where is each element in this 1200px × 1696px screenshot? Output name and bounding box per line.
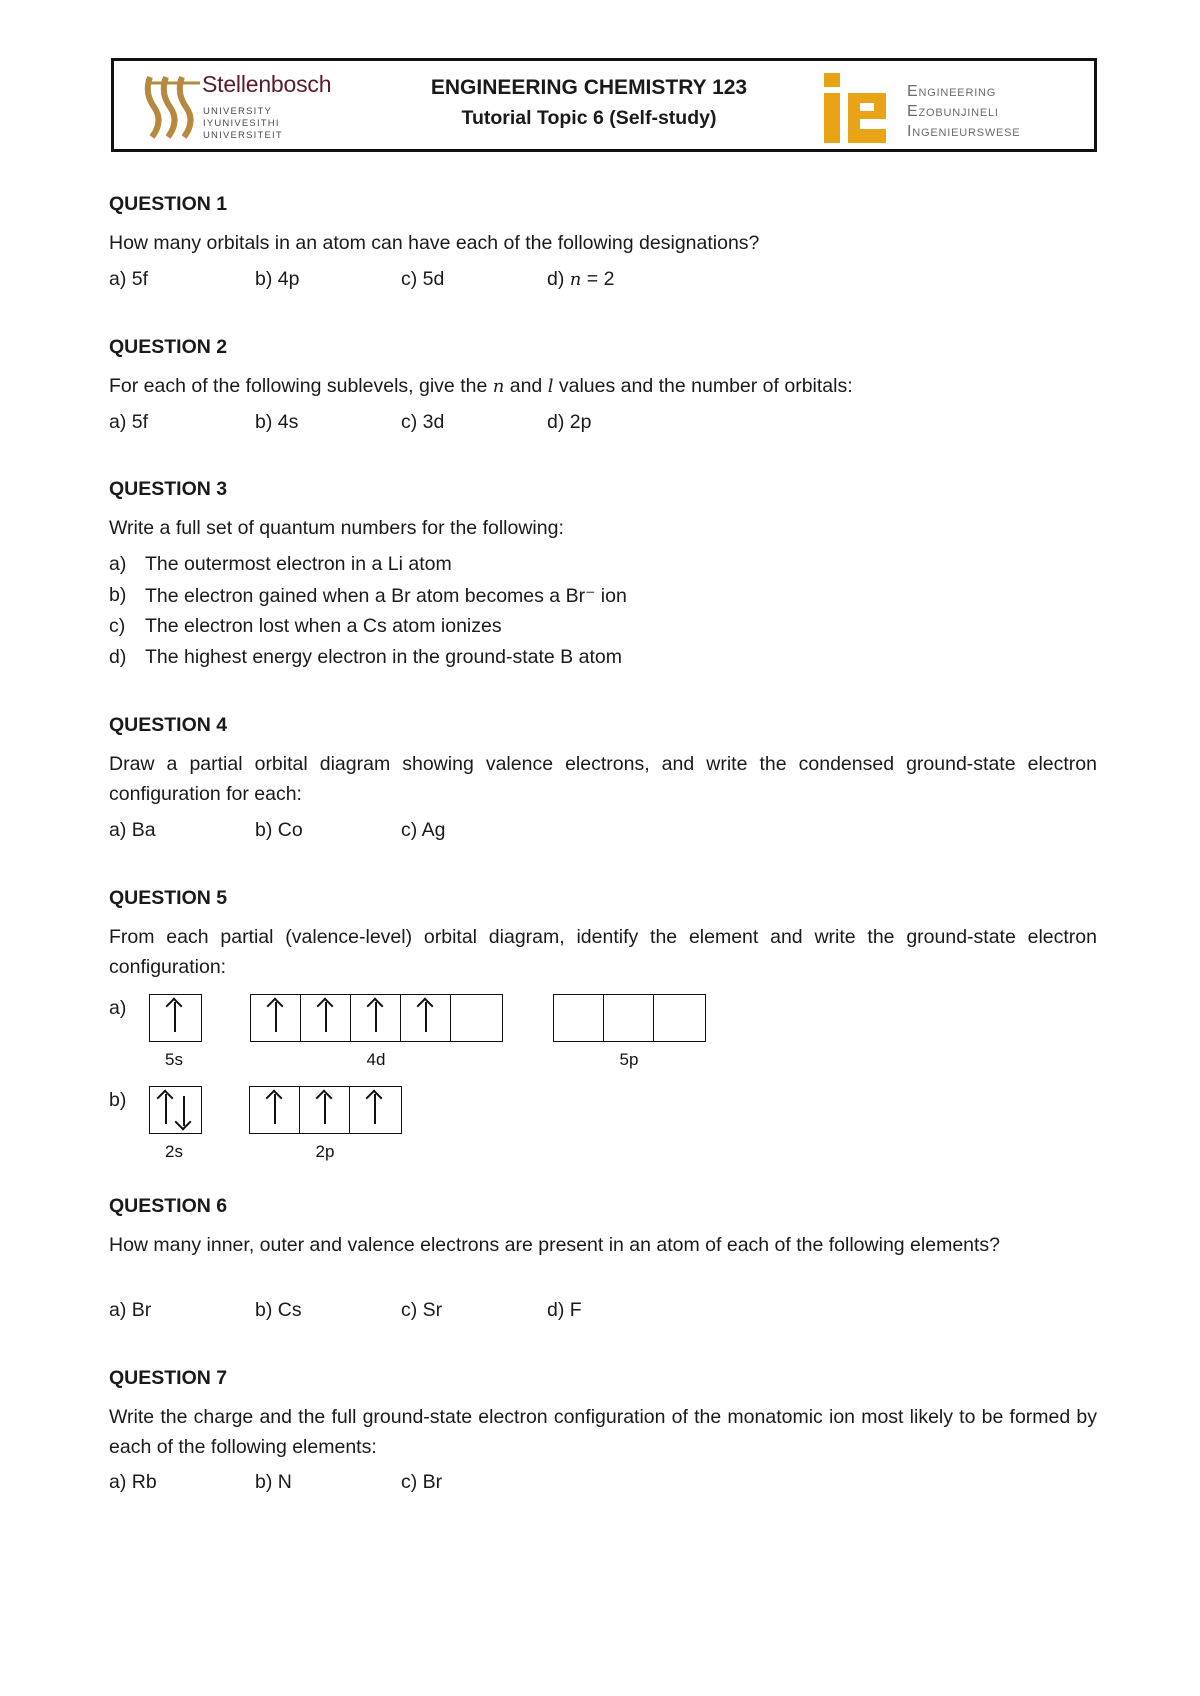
question-7-option: a) Rb — [109, 1471, 157, 1493]
question-1-text: How many orbitals in an atom can have each of the following designations? — [109, 232, 760, 254]
orbital-box — [350, 1087, 400, 1133]
orbital-box — [654, 995, 704, 1041]
document-header — [111, 58, 1097, 152]
document-subtitle: Tutorial Topic 6 (Self-study) — [461, 107, 717, 129]
university-sub-line: UNIVERSITEIT — [203, 130, 283, 141]
diagram-b-label: b) — [109, 1089, 127, 1111]
orbital-box — [250, 1087, 300, 1133]
question-3-text: Write a full set of quantum numbers for the following: — [109, 517, 564, 539]
question-4-option: a) Ba — [109, 819, 156, 841]
spin-up-arrow-icon — [374, 1094, 376, 1124]
orbital-box — [150, 1087, 200, 1133]
question-6-option: b) Cs — [255, 1299, 302, 1321]
stellenbosch-logo — [142, 73, 204, 141]
question-5-text: From each partial (valence-level) orbital diagram, identify the element and write the ground-state electron configuration: — [109, 926, 1097, 978]
sublevel-label: 5p — [619, 1050, 639, 1069]
spin-up-arrow-icon — [375, 1002, 377, 1032]
orbital-box — [451, 995, 501, 1041]
orbital-box — [401, 995, 451, 1041]
question-7-option: b) N — [255, 1471, 292, 1493]
question-6-option: c) Sr — [401, 1299, 443, 1321]
spin-up-arrow-icon — [274, 1094, 276, 1124]
engineering-ie-logo — [822, 71, 892, 147]
diagram-a-label: a) — [109, 997, 127, 1019]
question-4-text: Draw a partial orbital diagram showing valence electrons, and write the condensed ground-state electron configuration for each: — [109, 753, 1097, 805]
question-1-heading: QUESTION 1 — [109, 193, 228, 215]
sublevel-label: 2p — [315, 1142, 335, 1161]
spin-up-arrow-icon — [275, 1002, 277, 1032]
orbital-boxes-5p — [553, 994, 706, 1042]
orbital-box — [351, 995, 401, 1041]
question-1-option: d) n = 2 — [547, 268, 615, 290]
question-6-heading: QUESTION 6 — [109, 1195, 228, 1217]
question-2-text: For each of the following sublevels, give the n and l values and the number of orbitals: — [109, 375, 853, 397]
spin-up-arrow-icon — [324, 1094, 326, 1124]
orbital-box — [604, 995, 654, 1041]
orbital-box — [251, 995, 301, 1041]
orbital-box — [150, 995, 200, 1041]
question-2-option: b) 4s — [255, 411, 299, 433]
orbital-box — [301, 995, 351, 1041]
question-1-option: a) 5f — [109, 268, 149, 290]
question-4-heading: QUESTION 4 — [109, 714, 228, 736]
question-5-heading: QUESTION 5 — [109, 887, 228, 909]
spin-down-arrow-icon — [183, 1096, 185, 1126]
question-2-option: a) 5f — [109, 411, 149, 433]
question-6-option: d) F — [547, 1299, 582, 1321]
question-6-text: How many inner, outer and valence electrons are present in an atom of each of the following elements? — [109, 1234, 1001, 1256]
question-6-option: a) Br — [109, 1299, 152, 1321]
spin-up-arrow-icon — [325, 1002, 327, 1032]
question-7-option: c) Br — [401, 1471, 443, 1493]
university-sub-line: IYUNIVESITHI — [203, 118, 280, 129]
question-1-option: c) 5d — [401, 268, 445, 290]
orbital-boxes-5s — [149, 994, 202, 1042]
question-7-heading: QUESTION 7 — [109, 1367, 228, 1389]
spin-up-arrow-icon — [165, 1094, 167, 1124]
spin-up-arrow-icon — [425, 1002, 427, 1032]
question-1-option: b) 4p — [255, 268, 300, 290]
sublevel-label: 2s — [165, 1142, 183, 1161]
question-4-option: c) Ag — [401, 819, 446, 841]
orbital-box — [300, 1087, 350, 1133]
sublevel-label: 4d — [366, 1050, 386, 1069]
orbital-boxes-2p — [249, 1086, 402, 1134]
orbital-boxes-2s — [149, 1086, 202, 1134]
spin-up-arrow-icon — [174, 1002, 176, 1032]
faculty-name-line: Ezobunjineli — [907, 103, 999, 120]
sublevel-label: 5s — [165, 1050, 183, 1069]
orbital-box — [554, 995, 604, 1041]
faculty-name-line: Engineering — [907, 83, 997, 100]
question-7-text: Write the charge and the full ground-state electron configuration of the monatomic ion most likely to be formed by each of the following elements: — [109, 1406, 1097, 1458]
document-title: ENGINEERING CHEMISTRY 123 — [430, 76, 748, 99]
university-sub-line: UNIVERSITY — [203, 106, 273, 117]
question-3-heading: QUESTION 3 — [109, 478, 228, 500]
question-2-option: c) 3d — [401, 411, 445, 433]
question-4-option: b) Co — [255, 819, 303, 841]
university-name: Stellenbosch — [202, 71, 332, 97]
question-2-heading: QUESTION 2 — [109, 336, 228, 358]
question-2-option: d) 2p — [547, 411, 592, 433]
faculty-name-line: Ingenieurswese — [907, 123, 1021, 140]
orbital-boxes-4d — [250, 994, 503, 1042]
